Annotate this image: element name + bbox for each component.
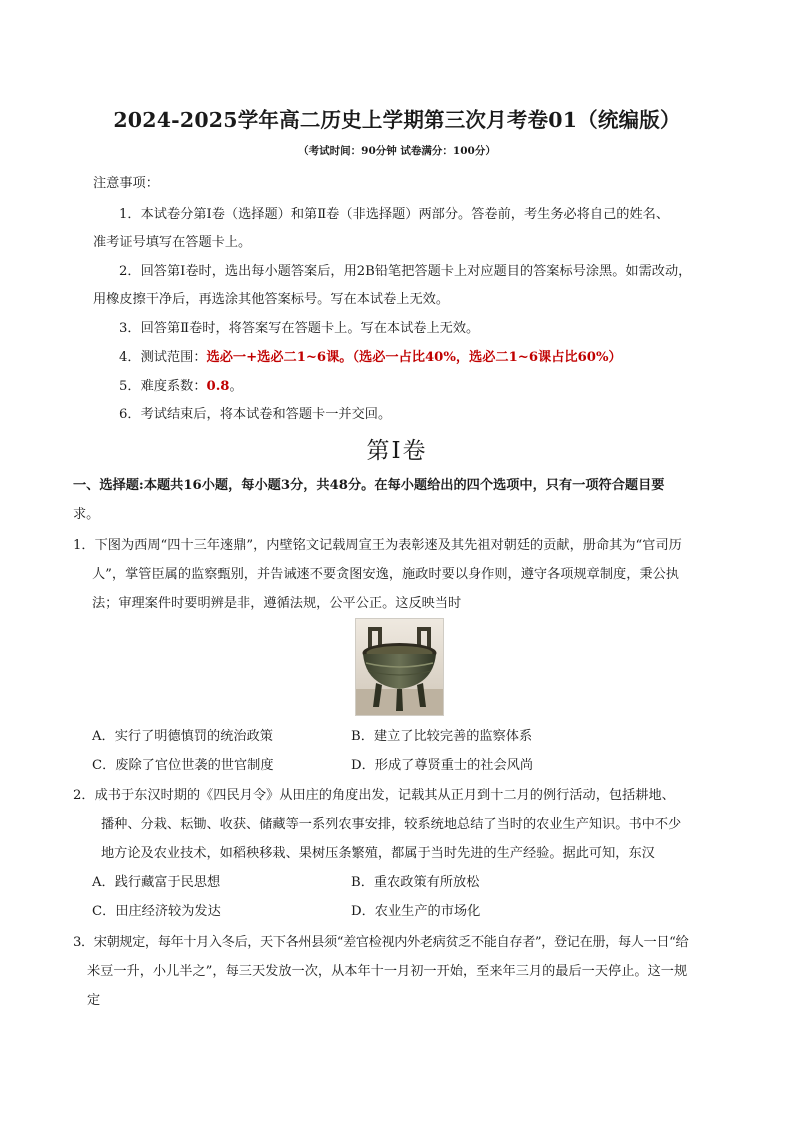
question-2-line-2: 播种、分栽、耘锄、收获、储藏等一系列农事安排，较系统地总结了当时的农业生产知识。书中不少 [101,817,682,832]
question-3-line-1: 3．宋朝规定，每年十月入冬后，天下各州县须“差官检视内外老病贫乏不能自存者”，登记在册，每人一日“给 [73,935,689,950]
question-3-line-2: 米豆一升，小儿半之”，每三天发放一次，从本年十一月初一开始，至来年三月的最后一天停止。这一规 [87,964,688,979]
notes-heading: 注意事项： [93,176,159,191]
note-5-label: 5．难度系数： [119,379,207,394]
section-instructions [73,474,664,493]
note-2-line-1: 2．回答第Ⅰ卷时，选出每小题答案后，用2B铅笔把答题卡上对应题目的答案标号涂黑。如需改动， [119,264,692,279]
question-3-line-3: 定 [87,993,101,1008]
question-1-option-a: A．实行了明德慎罚的统治政策 [92,729,273,744]
question-1-option-b: B．建立了比较完善的监察体系 [351,729,533,744]
question-2-line-3: 地方论及农业技术，如稻秧移栽、果树压条繁殖，都属于当时先进的生产经验。据此可知，东汉 [101,846,655,861]
question-1-line-2: 人”，掌管臣属的监察甄别，并告诫逨不要贪图安逸，施政时要以身作则，遵守各项规章制度，秉公执 [92,567,679,582]
question-2-line-1: 2．成书于东汉时期的《四民月令》从田庄的角度出发，记载其从正月到十二月的例行活动，包括耕地、 [73,788,675,803]
bronze-ding-icon [356,619,443,715]
note-4 [119,346,622,365]
note-5 [119,375,243,394]
question-1-line-3: 法；审理案件时要明辨是非，遵循法规，公平公正。这反映当时 [92,596,462,611]
note-3: 3．回答第Ⅱ卷时，将答案写在答题卡上。写在本试卷上无效。 [119,321,480,336]
page-title: 2024-2025学年高二历史上学期第三次月考卷01（统编版） [113,108,681,132]
section-instructions-line-2: 求。 [73,507,100,522]
difficulty-value: 0.8 [206,379,230,394]
bronze-ding-image [355,618,444,716]
question-2-option-c: C．田庄经济较为发达 [92,904,221,919]
question-2-option-d: D．农业生产的市场化 [351,904,481,919]
question-1-option-c: C．废除了官位世袭的世官制度 [92,758,274,773]
question-2-option-a: A．践行藏富于民思想 [92,875,221,890]
note-1-line-2: 准考证号填写在答题卡上。 [93,235,252,250]
instructions-text: 本题共16小题，每小题3分，共48分。在每小题给出的四个选项中，只有一项符合题目要 [143,478,665,493]
question-1-option-d: D．形成了尊贤重士的社会风尚 [351,758,534,773]
note-2-line-2: 用橡皮擦干净后，再选涂其他答案标号。写在本试卷上无效。 [93,292,450,307]
note-1-line-1: 1．本试卷分第Ⅰ卷（选择题）和第Ⅱ卷（非选择题）两部分。答卷前，考生务必将自己的姓名、 [119,207,670,222]
question-1-line-1: 1．下图为西周“四十三年逨鼎”，内壁铭文记载周宣王为表彰逨及其先祖对朝廷的贡献，册命其为“官司历 [73,538,682,553]
question-2-option-b: B．重农政策有所放松 [351,875,480,890]
instructions-label: 一、选择题: [73,478,144,493]
exam-time-info: （考试时间：90分钟 试卷满分：100分） [298,145,496,157]
test-scope: 选必一+选必二1~6课。（选必一占比40%，选必二1~6课占比60%） [206,350,622,365]
section-title: 第Ⅰ卷 [366,438,428,464]
note-5-end: 。 [229,379,243,394]
note-6: 6．考试结束后，将本试卷和答题卡一并交回。 [119,407,392,422]
note-4-label: 4．测试范围： [119,350,207,365]
